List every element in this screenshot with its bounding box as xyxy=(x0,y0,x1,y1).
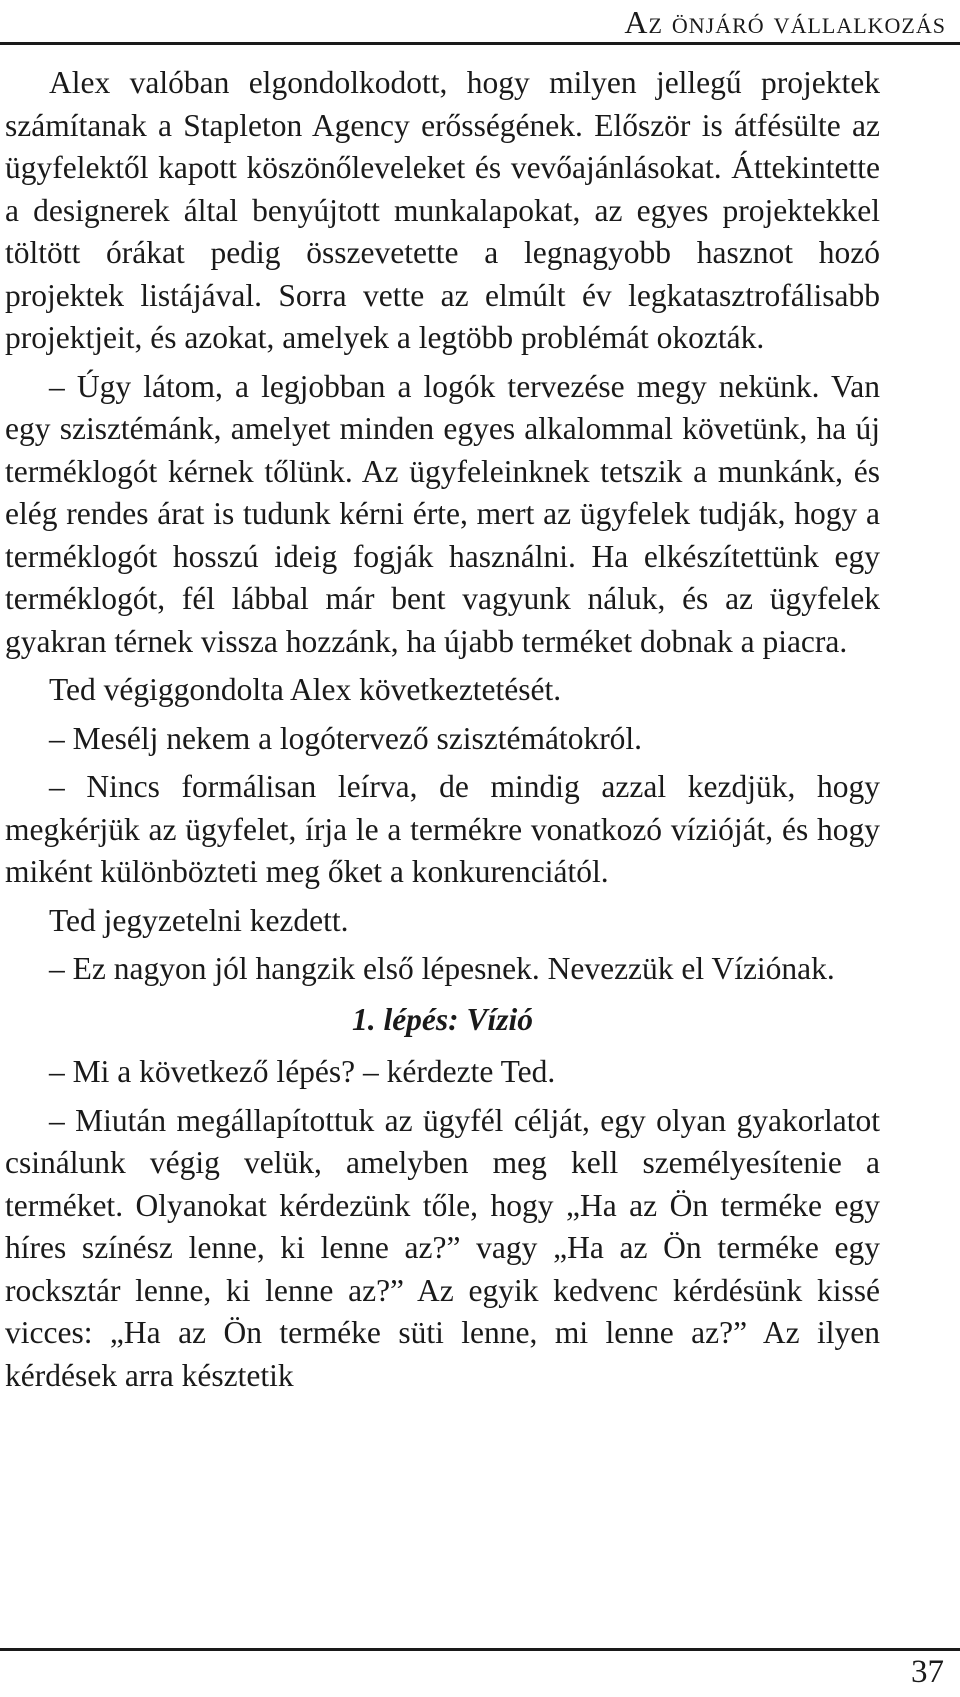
paragraph: Ted végiggondolta Alex következtetését. xyxy=(49,672,562,707)
paragraph: – Miután megállapítottuk az ügyfél célját, egy olyan gyakorlatot csinálunk végig velük, amelyben meg kell személyesítenie a terméket. Olyanokat kérdezünk tőle, hogy „Ha az Ön terméke egy híres színész lenne, ki lenne az?” vagy „Ha az Ön terméke egy rocksztár lenne, ki lenne az?” Az egyik kedvenc kérdésünk kissé vicces: „Ha az Ön terméke süti lenne, mi lenne az?” Az ilyen kérdések arra késztetik xyxy=(5,1102,880,1393)
footer-rule xyxy=(0,1648,960,1651)
paragraph: – Nincs formálisan leírva, de mindig azzal kezdjük, hogy megkérjük az ügyfelet, írja le a termékre vonatkozó vízióját, és hogy miként különbözteti meg őket a konkurenciától. xyxy=(5,769,880,889)
body-text xyxy=(5,62,880,1403)
page-number: 37 xyxy=(911,1654,944,1690)
paragraph: Ted jegyzetelni kezdett. xyxy=(49,902,349,938)
step-heading: 1. lépés: Vízió xyxy=(351,1001,534,1037)
paragraph: Alex valóban elgondolkodott, hogy milyen jellegű projektek számítanak a Stapleton Agency erősségének. Először is átfésülte az ügyfelektől kapott köszönőleveleket és vevőajánlásokat. Áttekintette a designerek által benyújtott munkalapokat, az egyes projektekkel töltött órákat pedig összevetette a legnagyobb hasznot hozó projektek listájával. Sorra vette az elmúlt év legkatasztrofálisabb projektjeit, és azokat, amelyek a legtöbb problémát okozták. xyxy=(5,65,880,355)
running-head: Az önjáró vállalkozás xyxy=(624,4,946,40)
header-rule xyxy=(0,42,960,45)
paragraph: – Úgy látom, a legjobban a logók tervezése megy nekünk. Van egy szisztémánk, amelyet minden egyes alkalommal követünk, ha új terméklogót kérnek tőlünk. Az ügyfeleinknek tetszik a munkánk, és elég rendes árat is tudunk kérni érte, mert az ügyfelek tudják, hogy a terméklogót hosszú ideig fogják használni. Ha elkészítettünk egy terméklogót, fél lábbal már bent vagyunk náluk, és az ügyfelek gyakran térnek vissza hozzánk, ha újabb terméket dobnak a piacra. xyxy=(5,368,880,659)
paragraph: – Mi a következő lépés? – kérdezte Ted. xyxy=(49,1054,556,1089)
paragraph: – Ez nagyon jól hangzik első lépesnek. Nevezzük el Víziónak. xyxy=(49,951,835,986)
paragraph: – Mesélj nekem a logótervező szisztémátokról. xyxy=(49,720,643,756)
